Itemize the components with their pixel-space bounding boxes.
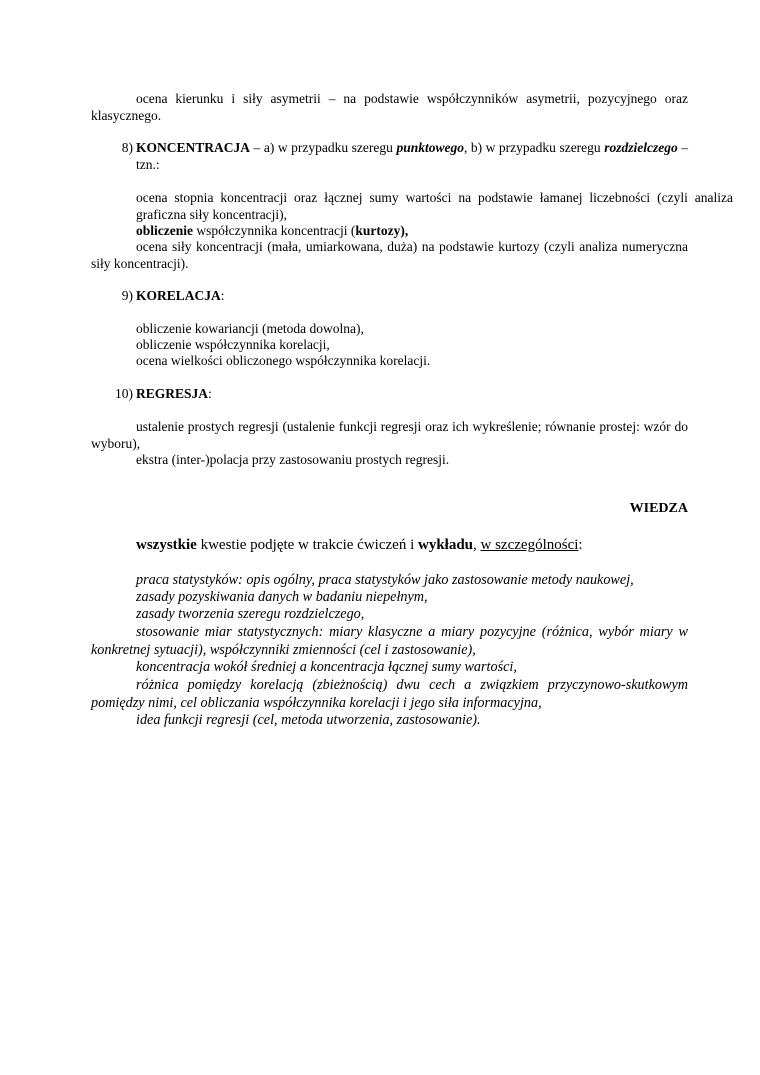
- wiedza-item-6: różnica pomiędzy korelacją (zbieżnością) dwu cech a związkiem przyczynowo-skutkowym pomiędzy nimi, cel obliczania współczynnika korelacji i jego siła informacyjna,: [91, 677, 688, 711]
- wiedza-item-3: zasady tworzenia szeregu rozdzielczego,: [136, 606, 365, 622]
- section-9-item-1: obliczenie kowariancji (metoda dowolna),: [136, 321, 364, 336]
- section-10-item-2: ekstra (inter-)polacja przy zastosowaniu prostych regresji.: [136, 452, 450, 467]
- section-10-heading: REGRESJA:: [136, 386, 212, 401]
- section-8-heading: KONCENTRACJA – a) w przypadku szeregu punktowego, b) w przypadku szeregu rozdzielczego – tzn.:: [136, 140, 689, 172]
- section-9-item-2: obliczenie współczynnika korelacji,: [136, 337, 330, 352]
- section-8-item-2: obliczenie współczynnika koncentracji (kurtozy),: [136, 223, 409, 238]
- section-10-title: REGRESJA: [136, 386, 209, 401]
- section-8-title: KONCENTRACJA: [136, 140, 251, 155]
- section-9-number: 9): [121, 288, 133, 303]
- wiedza-item-1: praca statystyków: opis ogólny, praca statystyków jako zastosowanie metody naukowej,: [136, 572, 634, 588]
- section-10-item-1: ustalenie prostych regresji (ustalenie funkcji regresji oraz ich wykreślenie; równanie prostej: wzór do wyboru),: [91, 419, 688, 451]
- wiedza-item-4: stosowanie miar statystycznych: miary klasyczne a miary pozycyjne (różnica, wybór miary w konkretnej sytuacji), współczynniki zmienności (cel i zastosowanie),: [91, 624, 688, 658]
- section-8-number: 8): [121, 140, 133, 155]
- section-9-item-3: ocena wielkości obliczonego współczynnika korelacji.: [136, 353, 431, 368]
- wiedza-intro: wszystkie kwestie podjęte w trakcie ćwiczeń i wykładu, w szczególności:: [136, 537, 583, 553]
- asymmetry-paragraph: ocena kierunku i siły asymetrii – na podstawie współczynników asymetrii, pozycyjnego oraz klasycznego.: [91, 91, 688, 123]
- wiedza-item-5: koncentracja wokół średniej a koncentracja łącznej sumy wartości,: [136, 659, 517, 675]
- section-9-title: KORELACJA: [136, 288, 221, 303]
- section-9-heading: KORELACJA:: [136, 288, 225, 303]
- wiedza-heading: WIEDZA: [629, 501, 688, 516]
- wiedza-item-7: idea funkcji regresji (cel, metoda utworzenia, zastosowanie).: [136, 712, 481, 728]
- section-8-item-3: ocena siły koncentracji (mała, umiarkowana, duża) na podstawie kurtozy (czyli analiza numeryczna siły koncentracji).: [91, 239, 688, 271]
- wiedza-item-2: zasady pozyskiwania danych w badaniu niepełnym,: [136, 589, 428, 605]
- section-8-item-1: ocena stopnia koncentracji oraz łącznej sumy wartości na podstawie łamanej liczebności (czyli analiza graficzna siły koncentracji),: [136, 190, 733, 222]
- section-10-number: 10): [115, 386, 133, 401]
